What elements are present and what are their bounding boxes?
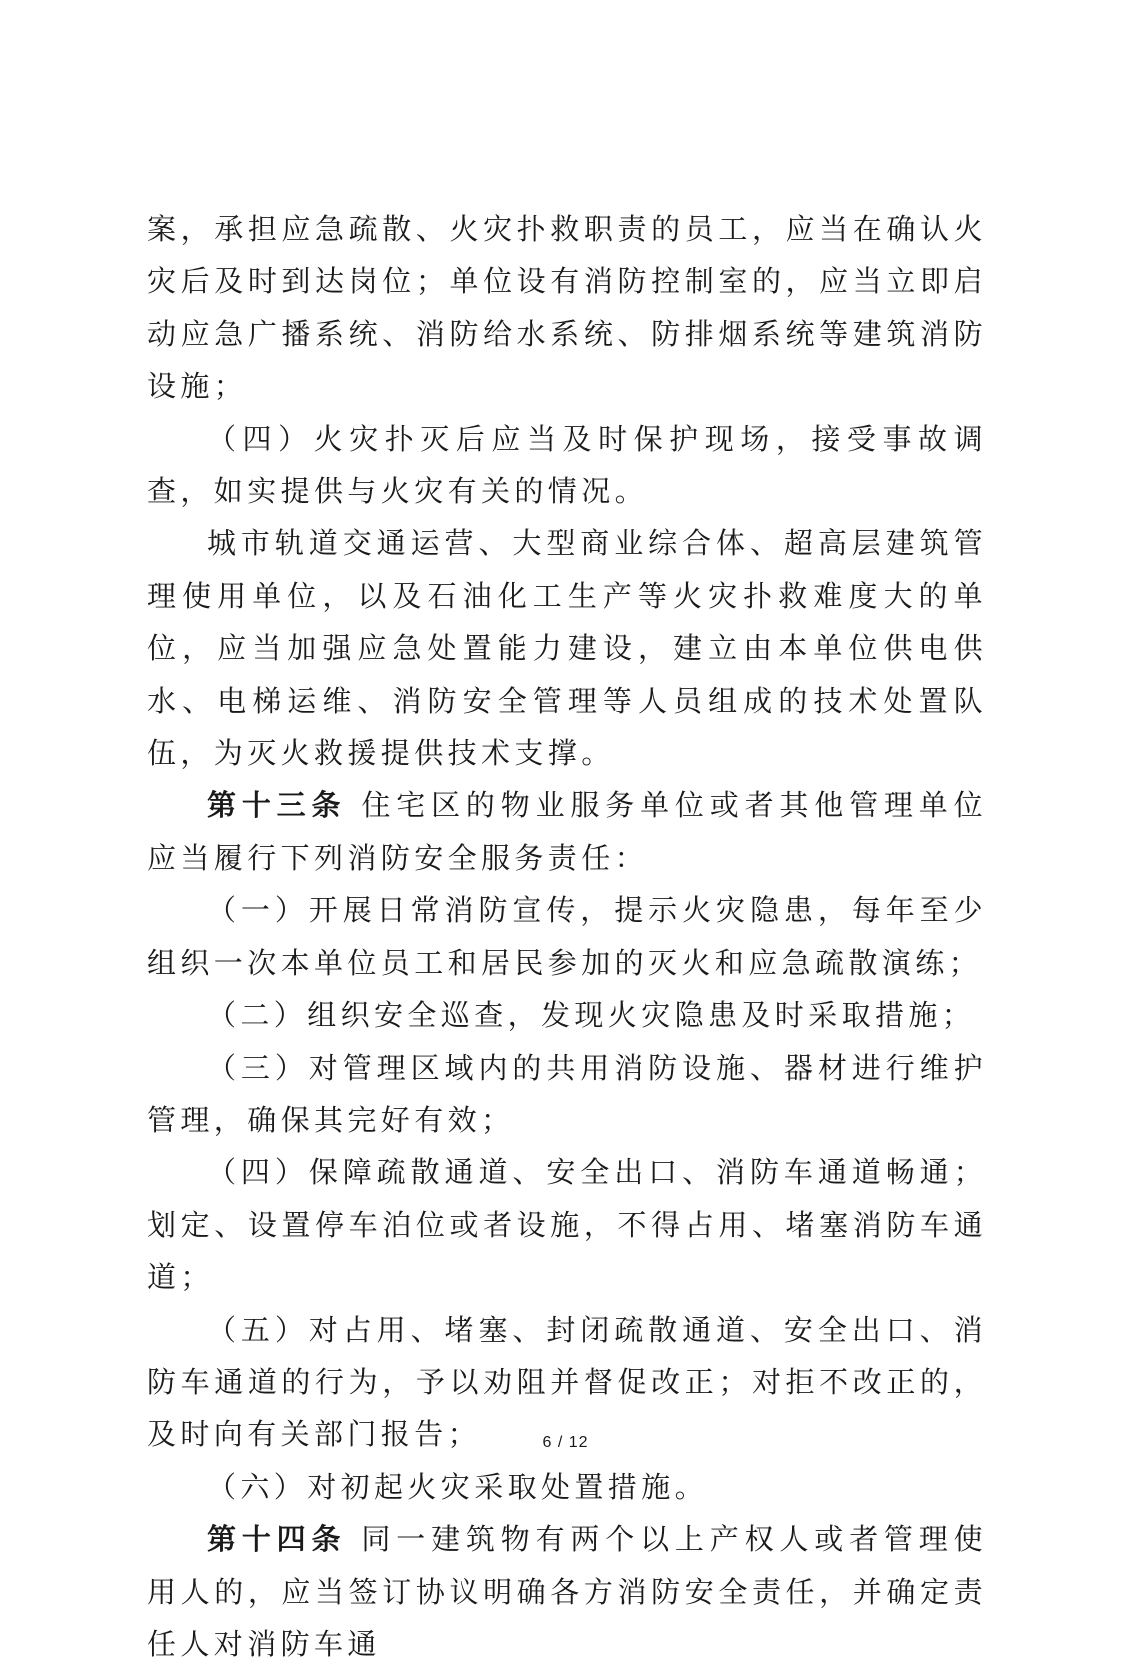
paragraph-text: （二）组织安全巡查，发现火灾隐患及时采取措施； <box>207 998 976 1033</box>
paragraph-rail-transit <box>147 517 987 779</box>
article-13 <box>147 779 987 884</box>
paragraph-item-2 <box>147 989 987 1041</box>
paragraph-text: 城市轨道交通运营、大型商业综合体、超高层建筑管理使用单位，以及石油化工生产等火灾扑救难度大的单位，应当加强应急处置能力建设，建立由本单位供电供水、电梯运维、消防安全管理等人员组成的技术处置队伍，为灭火救援提供技术支撑。 <box>147 526 987 771</box>
article-14 <box>147 1513 987 1670</box>
paragraph-text: （六）对初起火灾采取处置措施。 <box>207 1469 709 1504</box>
paragraph-item-1 <box>147 884 987 989</box>
paragraph-item-3 <box>147 1042 987 1147</box>
article-heading: 第十三条 <box>207 788 347 823</box>
paragraph-text: （三）对管理区域内的共用消防设施、器材进行维护管理，确保其完好有效； <box>147 1050 987 1137</box>
paragraph-text: （一）开展日常消防宣传，提示火灾隐患，每年至少组织一次本单位员工和居民参加的灭火和应急疏散演练； <box>147 893 987 980</box>
paragraph-text: （五）对占用、堵塞、封闭疏散通道、安全出口、消防车通道的行为，予以劝阻并督促改正；对拒不改正的，及时向有关部门报告； <box>147 1312 987 1452</box>
paragraph-item-4 <box>147 413 987 518</box>
paragraph-text: 住宅区的物业服务单位或者其他管理单位应当履行下列消防安全服务责任： <box>147 788 987 875</box>
paragraph-text: 案，承担应急疏散、火灾扑救职责的员工，应当在确认火灾后及时到达岗位；单位设有消防控制室的，应当立即启动应急广播系统、消防给水系统、防排烟系统等建筑消防设施； <box>147 212 987 404</box>
paragraph-text: （四）保障疏散通道、安全出口、消防车通道畅通；划定、设置停车泊位或者设施，不得占用、堵塞消防车通道； <box>147 1155 987 1295</box>
paragraph-continuation <box>147 203 987 413</box>
article-heading: 第十四条 <box>207 1522 347 1557</box>
paragraph-item-4b <box>147 1146 987 1303</box>
paragraph-text: （四）火灾扑灭后应当及时保护现场，接受事故调查，如实提供与火灾有关的情况。 <box>147 421 987 509</box>
paragraph-item-6 <box>147 1461 987 1513</box>
page-number: 6 / 12 <box>542 1434 589 1451</box>
paragraph-text: 同一建筑物有两个以上产权人或者管理使用人的，应当签订协议明确各方消防安全责任，并确定责任人对消防车通 <box>147 1522 987 1661</box>
